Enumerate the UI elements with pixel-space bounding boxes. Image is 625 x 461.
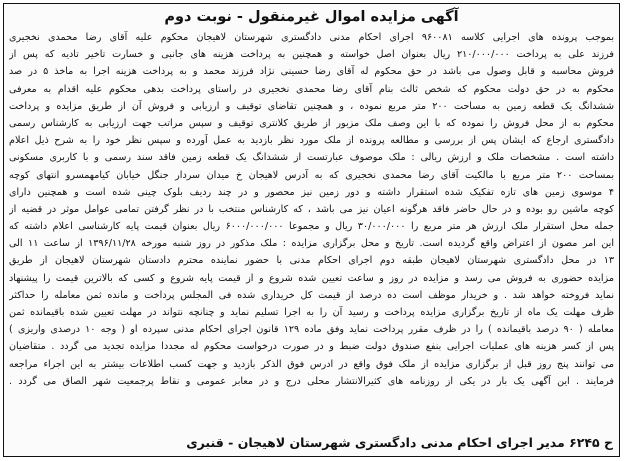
notice-line: کوچه ماشین رو بوده و در حال حاضر فاقد هرگونه اعیان نیز می باشد ، که کارشناس منتخب با در نظر گرفتن تمامی عوامل موثر در قضیه از bbox=[9, 203, 614, 215]
notice-line: فرزند علی به پرداخت ۲۱۰/۰۰۰/۰۰۰ ریال بعنوان اصل خواسته و همچنین به پرداخت هزینه های جانبی و خسارت تاخیر تادیه که پس از bbox=[9, 49, 614, 61]
notice-line: این امر مصون از اعتراض واقع گردیده است. تاریخ و محل برگزاری مزایده : ملک مذکور در روز شنبه مورخه ۱۳۹۶/۱۱/۲۸ از ساعت ۱۱ الی bbox=[9, 238, 614, 250]
notice-line: بموجب پرونده های اجرایی کلاسه ۹۶۰۰۸۱ اجرای احکام مدنی دادگستری شهرستان لاهیجان محکوم علیه آقای رضا محمدی نخجیری bbox=[9, 32, 614, 43]
notice-line: ۴ موسوی زمین های تازه تفکیک شده استقرار داشته و دور زمین نیز محصور و در چند ردیف بلوک چینی شده است و همچنین دارای bbox=[9, 186, 614, 198]
notice-line: محکوم به از محل فروش را نموده که با این وصف ملک مزبور از طریق کلانتری توقیف و سپس مراتب جهت ارزیابی به کارشناس رسمی bbox=[9, 117, 614, 129]
notice-line: فرمایند . این آگهی یک بار در یکی از روزنامه های کثیرالانتشار محلی درج و در معابر عمومی و نقاط پرجمعیت شهر الصاق می گردد . bbox=[9, 375, 614, 387]
notice-line: دادگستری ارجاع که ایشان پس از بررسی و مطالعه پرونده از ملک مورد نظر بازدید به عمل آورده و سپس نظر خود را به شرح ذیل اعلام bbox=[9, 135, 614, 147]
notice-line: معامله ( ۹۰ درصد باقیمانده ) را در ظرف مقرر پرداخت نماید وفق ماده ۱۲۹ قانون اجرای احکام مدنی سپرده او ( وجه ۱۰ درصدی واریزی ) bbox=[9, 324, 614, 336]
notice-line: فروش محاسبه و قابل وصول می باشد در حق محکوم له آقای رضا حسینی نژاد فرزند محمد و به پرداخت هزینه اجرا به ماخذ ۵ در صد bbox=[9, 66, 614, 78]
notice-line: ظرف مهلت یک ماه از تاریخ برگزاری مزایده پرداخت و رسید آن را به اجرا تسلیم نماید و چنانچه نتواند در مهلت تعیین شده باقیمانده ثمن bbox=[9, 307, 614, 318]
notice-line: می توانند پنج روز قبل از برگزاری مزایده از ملک فوق واقع در ادرس فوق الذکر بازدید و جهت کسب اطلاعات بیشتر به این اجراء مراجعه bbox=[9, 358, 614, 370]
notice-line: پس از کسر هزینه های عملیات اجرایی بنفع صندوق دولت ضبط و در صورت درخواست محکوم له مجددا مزایده تجدید می گردد . متقاضیان bbox=[9, 341, 614, 353]
notice-line: جمله محل استقرار ملک ارزش هر متر مربع را ۳۰/۰۰۰/۰۰۰ ریال و مجموعا ۶۰۰۰/۰۰۰/۰۰۰ ریال بعنوان قیمت پایه کارشناسی اعلام داشته که bbox=[9, 221, 614, 233]
notice-line: ۱۳ در محل دادگستری شهرستان لاهیجان طبقه دوم اجرای احکام مدنی با حضور نماینده محترم دادستان شهرستان لاهیجان از طریق bbox=[9, 255, 614, 267]
notice-line: داشته است . مشخصات ملک و ارزش ریالی : ملک موصوف عبارتست از ششدانگ یک قطعه زمین فاقد سند رسمی و با کاربری مسکونی bbox=[9, 152, 614, 164]
notice-body bbox=[4, 29, 619, 390]
notice-line: نماید فروخته خواهد شد . و خریدار موظف است ده درصد از قیمت کل خریداری شده فی المجلس پرداخت و مانده ثمن معامله را حداکثر bbox=[9, 289, 614, 301]
auction-notice bbox=[3, 3, 620, 457]
notice-title: آگهی مزایده اموال غیرمنقول - نوبت دوم bbox=[164, 9, 459, 25]
notice-line: ششدانگ یک قطعه زمین به مساحت ۲۰۰ متر مربع نموده ، و همچنین تقاضای توقیف و ارزیابی و فروش آن از طریق مزایده و پرداخت bbox=[9, 100, 614, 112]
notice-line: بمساحت ۲۰۰ متر مربع با مالکیت آقای رضا محمدی نخجیری که به آدرس لاهیجان خ میدان سردار جنگل خیابان کیامهمسرو انتهای کوچه bbox=[9, 169, 614, 181]
notice-line: مزایده حضوری به فروش می رسد و مزایده در روز و ساعت تعیین شده شروع و از قیمت پایه شروع و کسی که بالاترین قیمت را پیشنهاد bbox=[9, 272, 614, 284]
notice-footer: ح ۶۲۴۵ مدیر اجرای احکام مدنی دادگستری شهرستان لاهیجان - قنبری bbox=[186, 435, 613, 450]
notice-line: محکوم به در حق دولت محکوم که شخص ثالث بنام آقای رضا محمدی نخجیری در راستای پرداخت بدهی محکوم علیه اقدام به معرفی bbox=[9, 83, 614, 95]
